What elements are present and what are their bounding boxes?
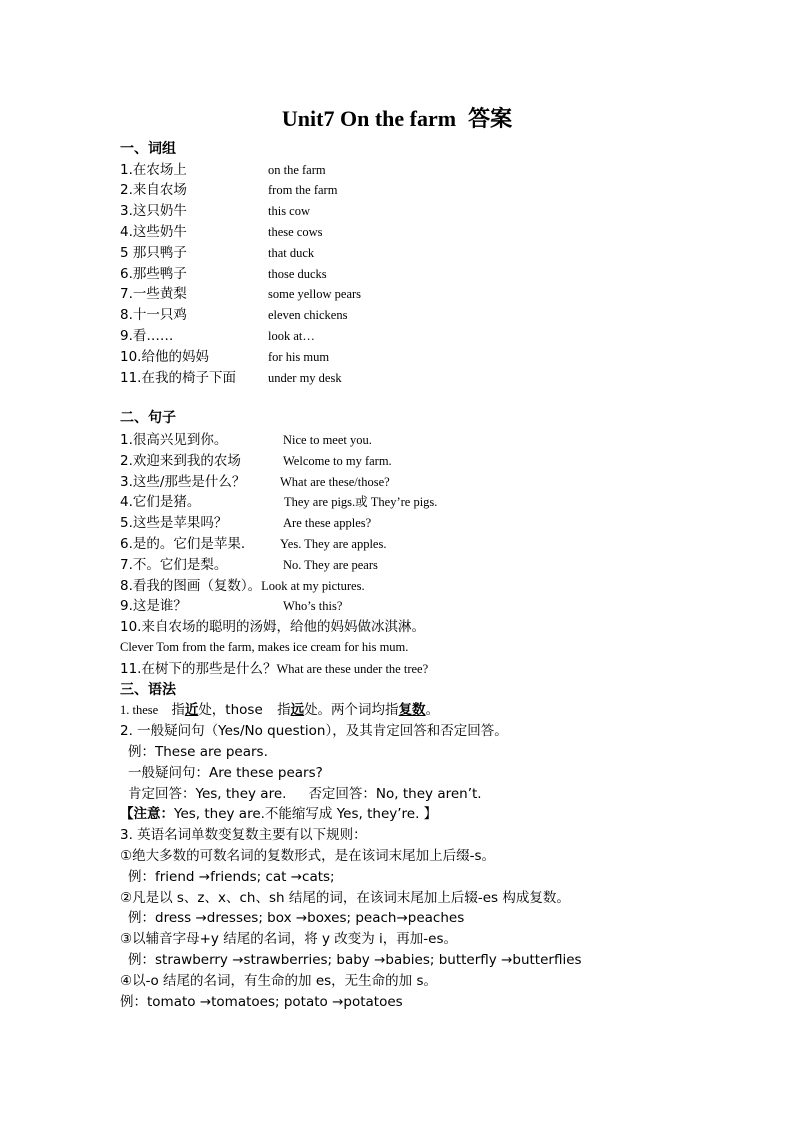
sentences-heading: 二、句子 bbox=[120, 410, 176, 426]
grammar-example: 例：These are pears. bbox=[128, 744, 268, 760]
sentence-item: 6.是的。它们是苹果. Yes. They are apples. bbox=[120, 536, 387, 552]
page-title bbox=[0, 102, 794, 133]
phrase-item: 4.这些奶牛 these cows bbox=[120, 224, 323, 240]
sentence-item: 4.它们是猪。 They are pigs.或 They’re pigs. bbox=[120, 494, 438, 510]
sentence-item: 10.来自农场的聪明的汤姆，给他的妈妈做冰淇淋。 bbox=[120, 619, 425, 635]
plural-rule: ①绝大多数的可数名词的复数形式，是在该词末尾加上后缀-s。 bbox=[120, 848, 496, 864]
plural-rule: ③以辅音字母+y 结尾的名词，将 y 改变为 i，再加-es。 bbox=[120, 931, 458, 947]
sentence-item: Clever Tom from the farm, makes ice cream for his mum. bbox=[120, 640, 409, 654]
grammar-heading: 三、语法 bbox=[120, 682, 176, 698]
sentence-item: 8.看我的图画（复数）。Look at my pictures. bbox=[120, 578, 365, 594]
sentence-item: 11.在树下的那些是什么？What are these under the tree? bbox=[120, 661, 429, 677]
phrase-item: 10.给他的妈妈 for his mum bbox=[120, 349, 330, 365]
phrase-item: 5 那只鸭子 that duck bbox=[120, 245, 315, 261]
plural-example: 例：dress →dresses; box →boxes; peach→peaches bbox=[128, 910, 465, 926]
grammar-answers: 肯定回答：Yes, they are. 否定回答：No, they aren’t. bbox=[128, 786, 482, 802]
plural-example: 例：strawberry →strawberries; baby →babies; butterfly →butterflies bbox=[128, 952, 582, 968]
plural-example: 例：tomato →tomatoes; potato →potatoes bbox=[120, 994, 403, 1010]
phrase-item: 7.一些黄梨 some yellow pears bbox=[120, 286, 362, 302]
grammar-point-1: 1. these 指近处，those 指远处。两个词均指复数。 bbox=[120, 702, 440, 718]
plural-rule: ④以-o 结尾的名词，有生命的加 es，无生命的加 s。 bbox=[120, 973, 437, 989]
phrase-item: 8.十一只鸡 eleven chickens bbox=[120, 307, 348, 323]
title-english: Unit7 On the farm bbox=[281, 106, 457, 131]
sentence-item: 2.欢迎来到我的农场 Welcome to my farm. bbox=[120, 453, 392, 469]
sentence-item: 5.这些是苹果吗？ Are these apples? bbox=[120, 515, 372, 531]
grammar-point-3: 3. 英语名词单数变复数主要有以下规则： bbox=[120, 827, 367, 843]
sentence-item: 7.不。它们是梨。 No. They are pears bbox=[120, 557, 378, 573]
phrase-item: 11.在我的椅子下面 under my desk bbox=[120, 370, 342, 386]
sentence-item: 1.很高兴见到你。 Nice to meet you. bbox=[120, 432, 372, 448]
phrase-item: 2.来自农场 from the farm bbox=[120, 182, 338, 198]
plural-rule: ②凡是以 s、z、x、ch、sh 结尾的词，在该词末尾加上后辍-es 构成复数。 bbox=[120, 890, 570, 906]
phrase-item: 9.看…… look at… bbox=[120, 328, 315, 344]
title-chinese: 答案 bbox=[468, 107, 513, 132]
grammar-question: 一般疑问句：Are these pears? bbox=[128, 765, 323, 781]
phrase-item: 3.这只奶牛 this cow bbox=[120, 203, 311, 219]
phrase-item: 6.那些鸭子 those ducks bbox=[120, 266, 327, 282]
plural-example: 例：friend →friends; cat →cats; bbox=[128, 869, 335, 885]
sentence-item: 9.这是谁？ Who’s this? bbox=[120, 598, 343, 614]
phrase-item: 1.在农场上 on the farm bbox=[120, 162, 326, 178]
sentence-item: 3.这些/那些是什么？ What are these/those? bbox=[120, 474, 390, 490]
grammar-note: 【注意：Yes, they are.不能缩写成 Yes, they’re. 】 bbox=[120, 806, 438, 822]
grammar-point-2: 2. 一般疑问句（Yes/No question），及其肯定回答和否定回答。 bbox=[120, 723, 508, 739]
phrases-heading: 一、词组 bbox=[120, 141, 176, 157]
